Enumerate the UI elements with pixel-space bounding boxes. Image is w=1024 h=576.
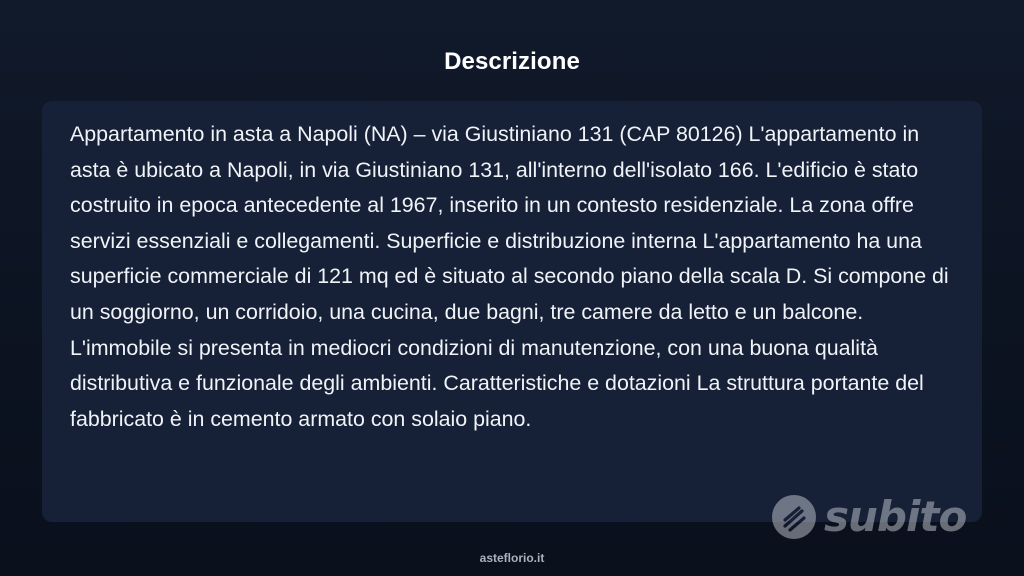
subito-watermark <box>770 490 980 544</box>
footer-site: asteflorio.it <box>479 551 545 565</box>
subito-logo-icon <box>770 493 818 541</box>
page-title: Descrizione <box>444 48 580 75</box>
description-card <box>42 101 982 522</box>
description-text: Appartamento in asta a Napoli (NA) – via Giustiniano 131 (CAP 80126) L'appartamento in asta è ubicato a Napoli, in via Giustiniano 131, all'interno dell'isolato 166. L'edificio è stato costruito in epoca antecedente al 1967, inserito in un contesto residenziale. La zona offre servizi essenziali e collegamenti. Superficie e distribuzione interna L'appartamento ha una superficie commerciale di 121 mq ed è situato al secondo piano della scala D. Si compone di un soggiorno, un corridoio, una cucina, due bagni, tre camere da letto e un balcone. L'immobile si presenta in mediocri condizioni di manutenzione, con una buona qualità distributiva e funzionale degli ambienti. Caratteristiche e dotazioni La struttura portante del fabbricato è in cemento armato con solaio piano. <box>70 122 949 431</box>
watermark-text: subito <box>824 492 967 541</box>
